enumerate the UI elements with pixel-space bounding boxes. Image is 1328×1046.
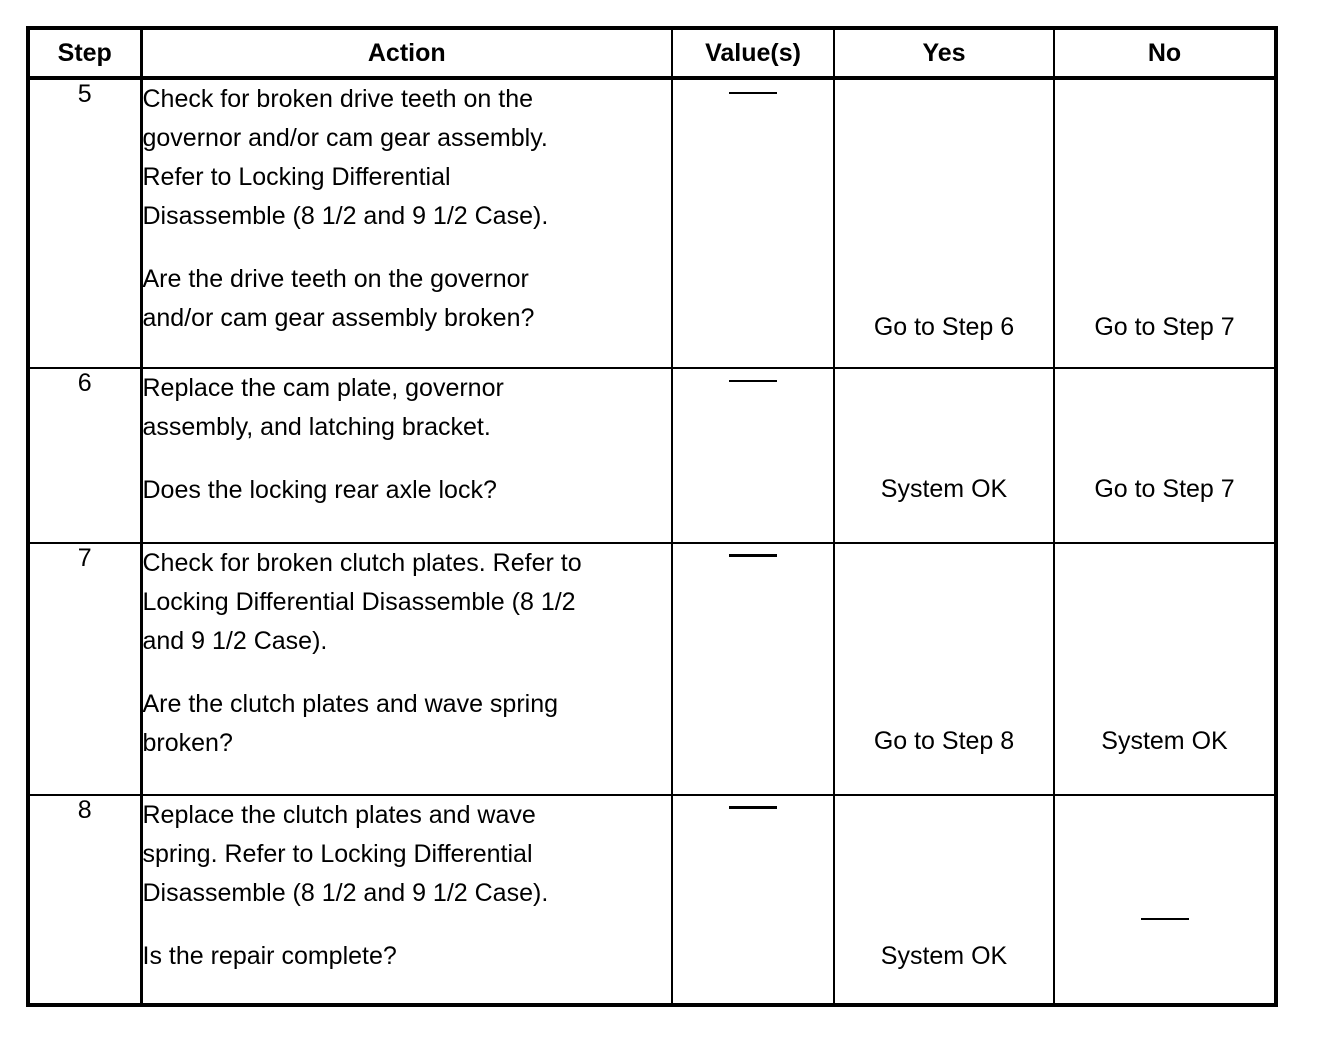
- action-cell: [141, 78, 672, 368]
- header-values: Value(s): [672, 28, 834, 78]
- value-cell: [672, 795, 834, 1005]
- action-cell: [141, 368, 672, 543]
- value-cell: [672, 368, 834, 543]
- table-row: [28, 543, 1276, 795]
- step-number: 8: [28, 795, 141, 1005]
- table-row: [28, 368, 1276, 543]
- yes-cell: [834, 543, 1054, 795]
- step-number: 7: [28, 543, 141, 795]
- yes-outcome: Go to Step 6: [873, 313, 1015, 341]
- action-cell: [141, 795, 672, 1005]
- header-no: No: [1054, 28, 1276, 78]
- header-step: Step: [28, 28, 141, 78]
- question-line: Does the locking rear axle lock?: [142, 476, 497, 504]
- action-text: [143, 369, 672, 447]
- action-line: Disassemble (8 1/2 and 9 1/2 Case).: [142, 202, 549, 230]
- dash-mark: [1141, 918, 1189, 920]
- step-number: 5: [28, 78, 141, 368]
- action-line: Refer to Locking Differential: [142, 163, 451, 191]
- question-text: [143, 685, 672, 763]
- header-yes: Yes: [834, 28, 1054, 78]
- value-dash: [729, 806, 777, 809]
- action-line: governor and/or cam gear assembly.: [142, 124, 548, 152]
- action-line: Replace the cam plate, governor: [142, 374, 504, 402]
- no-cell: [1054, 795, 1276, 1005]
- yes-outcome: System OK: [880, 942, 1008, 970]
- header-row: [28, 28, 1276, 78]
- table-row: [28, 795, 1276, 1005]
- question-line: Are the clutch plates and wave spring: [142, 690, 559, 718]
- no-outcome-dash: [1055, 898, 1274, 927]
- no-cell: [1054, 78, 1276, 368]
- action-line: assembly, and latching bracket.: [142, 413, 491, 441]
- action-text: [143, 80, 672, 236]
- no-outcome: Go to Step 7: [1094, 313, 1235, 341]
- yes-cell: [834, 795, 1054, 1005]
- no-cell: [1054, 543, 1276, 795]
- yes-outcome: Go to Step 8: [873, 727, 1015, 755]
- value-dash: [729, 554, 777, 557]
- action-cell: [141, 543, 672, 795]
- no-cell: [1054, 368, 1276, 543]
- diagnostic-table: [26, 26, 1278, 1007]
- yes-outcome: System OK: [880, 475, 1008, 503]
- value-cell: [672, 543, 834, 795]
- action-line: spring. Refer to Locking Differential: [142, 840, 533, 868]
- question-line: Is the repair complete?: [142, 942, 397, 970]
- no-outcome: System OK: [1101, 727, 1228, 755]
- value-cell: [672, 78, 834, 368]
- action-line: Locking Differential Disassemble (8 1/2: [142, 588, 576, 616]
- header-action: Action: [141, 28, 672, 78]
- action-line: Check for broken drive teeth on the: [142, 85, 534, 113]
- question-line: broken?: [142, 729, 233, 757]
- value-dash: [729, 92, 777, 94]
- action-text: [143, 544, 672, 661]
- question-text: [143, 471, 672, 510]
- action-line: and 9 1/2 Case).: [142, 627, 328, 655]
- question-text: [143, 937, 672, 976]
- action-line: Replace the clutch plates and wave: [142, 801, 536, 829]
- question-line: and/or cam gear assembly broken?: [142, 304, 535, 332]
- question-line: Are the drive teeth on the governor: [142, 265, 529, 293]
- value-dash: [729, 380, 777, 382]
- table-row: [28, 78, 1276, 368]
- question-text: [143, 260, 672, 338]
- yes-cell: [834, 368, 1054, 543]
- yes-cell: [834, 78, 1054, 368]
- action-text: [143, 796, 672, 913]
- action-line: Disassemble (8 1/2 and 9 1/2 Case).: [142, 879, 549, 907]
- action-line: Check for broken clutch plates. Refer to: [142, 549, 582, 577]
- no-outcome: Go to Step 7: [1094, 475, 1235, 503]
- step-number: 6: [28, 368, 141, 543]
